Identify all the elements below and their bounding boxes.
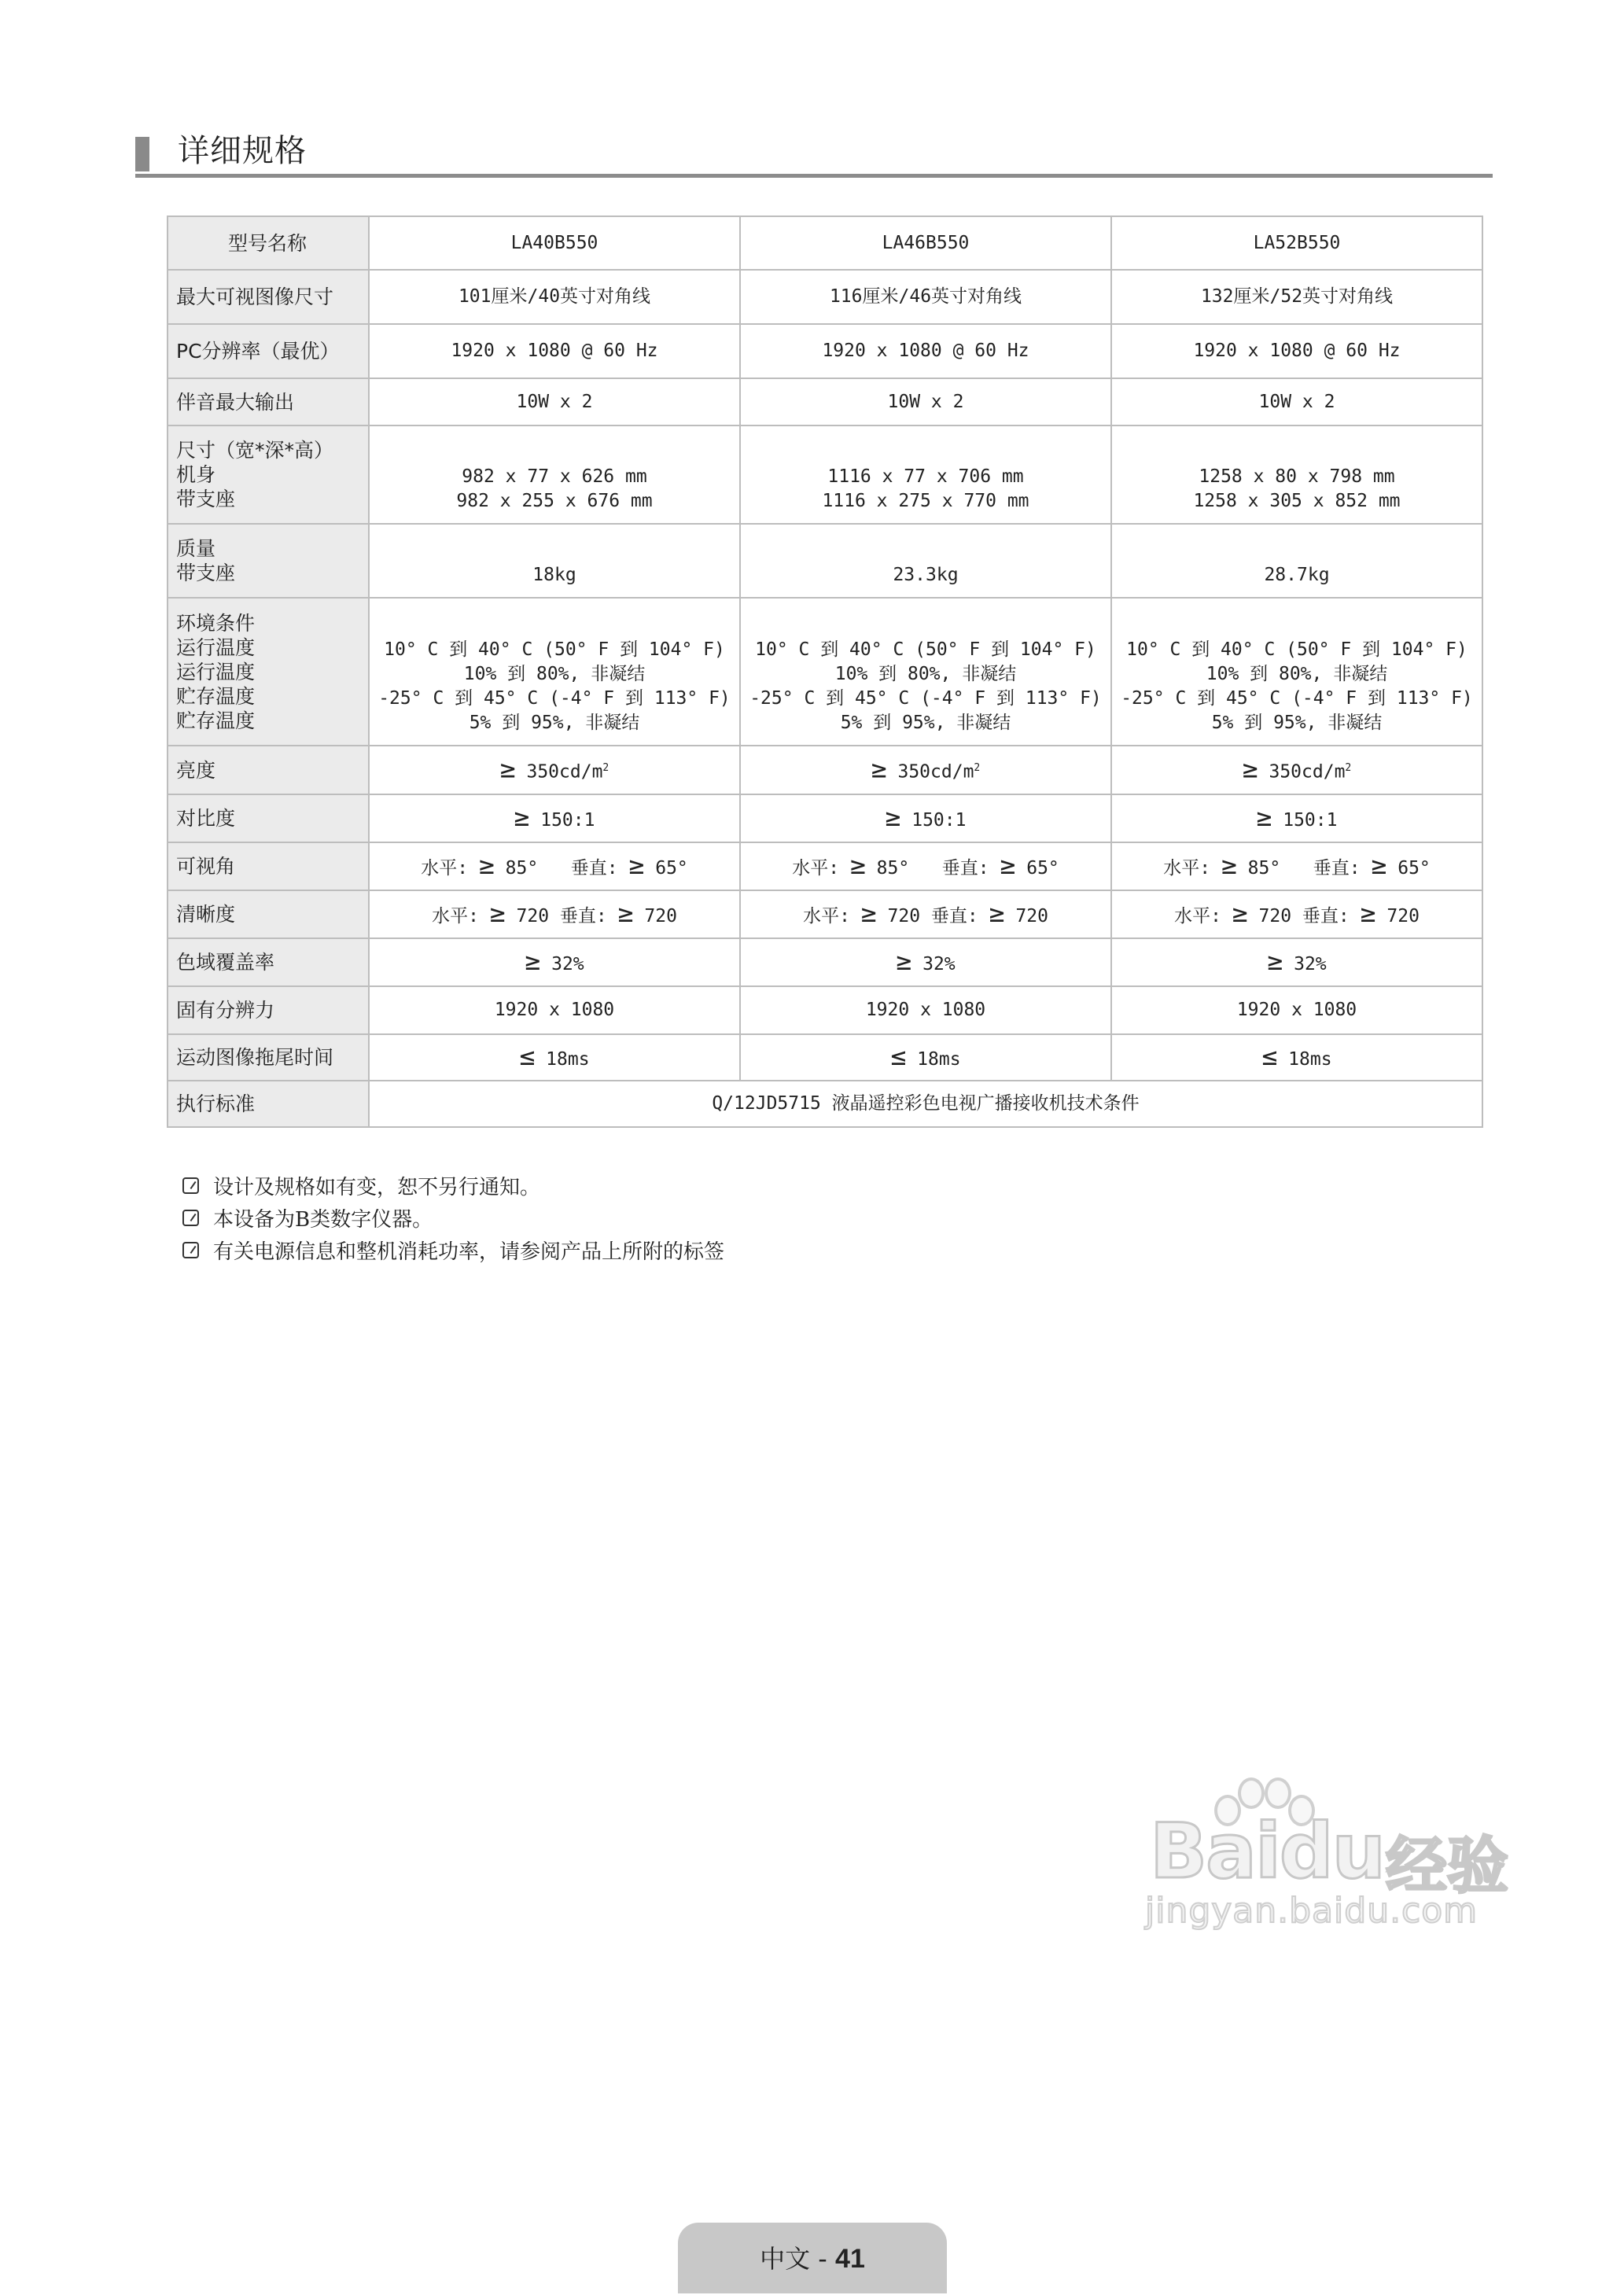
baidu-watermark [1142,1774,1551,1931]
ge-symbol: ≥ [1256,801,1272,832]
notes-list [182,1170,724,1266]
note-text: 有关电源信息和整机消耗功率，请参阅产品上所附的标签 [213,1240,725,1264]
label-line: 贮存温度 [176,709,256,732]
cell: 10W x 2 [1111,378,1482,425]
value: 150:1 [911,809,967,831]
spec-table [167,216,1483,1128]
cell [369,890,740,938]
table-row [168,842,1482,890]
value-line: 10% 到 80%, 非凝结 [834,664,1017,684]
value-line: 982 x 77 x 626 mm [462,466,647,487]
label-line: 带支座 [176,562,236,584]
cell: 116厘米/46英寸对角线 [740,270,1111,324]
value-line: 10° C 到 40° C (50° F 到 104° F) [1126,639,1467,660]
table-row [168,890,1482,938]
page-number: 41 [835,2244,865,2274]
row-label: 色域覆盖率 [168,938,369,986]
exponent: 2 [974,761,981,774]
cell [740,425,1111,524]
value: 18ms [1288,1048,1332,1070]
ge-symbol: ≥ [525,945,541,976]
value-line: 10° C 到 40° C (50° F 到 104° F) [384,639,725,660]
value-line: -25° C 到 45° C (-4° F 到 113° F) [378,688,731,709]
ge-symbol: ≥ [514,801,530,832]
label-line: 贮存温度 [176,684,256,708]
cell [1111,842,1482,890]
model-1: LA40B550 [369,216,740,270]
label-line: 环境条件 [176,611,256,635]
ge-symbol: ≥ [617,897,634,928]
value-line: 1258 x 80 x 798 mm [1199,466,1395,487]
value: 32% [551,953,584,974]
value: 18ms [917,1048,961,1070]
exponent: 2 [602,761,609,774]
row-label [168,425,369,524]
cell: 101厘米/40英寸对角线 [369,270,740,324]
h-value: 720 [887,905,921,926]
table-row [168,746,1482,794]
table-row [168,1081,1482,1127]
cell [740,1034,1111,1081]
cell [369,425,740,524]
table-row [168,598,1482,746]
cell: 10W x 2 [740,378,1111,425]
model-2: LA46B550 [740,216,1111,270]
cell [369,938,740,986]
cell: 1920 x 1080 [740,986,1111,1034]
row-label: 最大可视图像尺寸 [168,270,369,324]
watermark-cn: 经验 [1386,1831,1509,1902]
ge-symbol: ≥ [628,849,645,880]
row-label: 执行标准 [168,1081,369,1127]
section-header [135,126,1493,178]
note-icon [182,1210,199,1226]
ge-symbol: ≥ [478,849,495,880]
cell [1111,794,1482,842]
table-row [168,425,1482,524]
ge-symbol: ≥ [1232,897,1248,928]
table-row [168,524,1482,598]
ge-symbol: ≥ [1242,753,1258,784]
h-value: 720 [516,905,550,926]
value-line: 1258 x 305 x 852 mm [1193,491,1401,511]
section-marker [135,137,149,171]
le-symbol: ≤ [1261,1040,1278,1071]
cell [1111,938,1482,986]
value-line: -25° C 到 45° C (-4° F 到 113° F) [749,688,1102,709]
value: 18ms [546,1048,590,1070]
cell: 1920 x 1080 @ 60 Hz [740,324,1111,378]
v-label: 垂直: [570,857,618,879]
h-label: 水平: [1174,905,1221,926]
v-label: 垂直: [930,905,978,926]
value-line: 5% 到 95%, 非凝结 [469,713,640,733]
v-value: 720 [644,905,677,926]
list-item [182,1170,724,1202]
cell [369,746,740,794]
ge-symbol: ≥ [1267,945,1283,976]
value-line: 1116 x 275 x 770 mm [822,491,1029,511]
row-label: PC分辨率（最优） [168,324,369,378]
cell [740,794,1111,842]
value-line: 10% 到 80%, 非凝结 [463,664,646,684]
table-row [168,1034,1482,1081]
h-label: 水平: [421,857,469,879]
cell: 1920 x 1080 [1111,986,1482,1034]
row-label [168,524,369,598]
label-line: 质量 [176,537,216,560]
table-row [168,794,1482,842]
ge-symbol: ≥ [1000,849,1016,880]
ge-symbol: ≥ [1371,849,1387,880]
ge-symbol: ≥ [860,897,877,928]
cell [1111,890,1482,938]
v-label: 垂直: [1302,905,1350,926]
model-3: LA52B550 [1111,216,1482,270]
v-value: 720 [1015,905,1048,926]
ge-symbol: ≥ [885,801,901,832]
label-line: 运行温度 [176,635,256,659]
v-value: 720 [1386,905,1420,926]
ge-symbol: ≥ [989,897,1005,928]
cell: Q/12JD5715 液晶遥控彩色电视广播接收机技术条件 [369,1081,1482,1127]
section-title: 详细规格 [178,133,307,169]
ge-symbol: ≥ [499,753,516,784]
model-name-label: 型号名称 [168,216,369,270]
value: 350cd/m [526,761,603,783]
label-line: 带支座 [176,488,236,510]
page-number-tab [678,2223,947,2293]
ge-symbol: ≥ [489,897,506,928]
v-value: 65° [1026,857,1059,879]
h-value: 85° [876,857,910,879]
value: 150:1 [1283,809,1338,831]
note-icon [182,1242,199,1258]
h-value: 85° [1247,857,1281,879]
value-line: 10° C 到 40° C (50° F 到 104° F) [755,639,1096,660]
h-label: 水平: [803,905,850,926]
table-row [168,938,1482,986]
page-language: 中文 - [760,2244,836,2274]
cell [369,1034,740,1081]
row-label: 固有分辨力 [168,986,369,1034]
table-row [168,986,1482,1034]
watermark-logo: Baidu [1150,1807,1384,1895]
v-value: 65° [655,857,688,879]
cell [1111,425,1482,524]
cell: 1920 x 1080 @ 60 Hz [369,324,740,378]
table-row [168,324,1482,378]
le-symbol: ≤ [519,1040,536,1071]
row-label: 可视角 [168,842,369,890]
ge-symbol: ≥ [1360,897,1376,928]
value: 32% [922,953,956,974]
cell: 1920 x 1080 [369,986,740,1034]
cell [1111,598,1482,746]
cell [740,746,1111,794]
h-label: 水平: [792,857,840,879]
label-line: 尺寸（宽*深*高） [176,439,334,462]
value: 350cd/m [1269,761,1346,783]
cell: 132厘米/52英寸对角线 [1111,270,1482,324]
value-line: 1116 x 77 x 706 mm [827,466,1024,487]
h-value: 720 [1258,905,1292,926]
ge-symbol: ≥ [849,849,866,880]
h-label: 水平: [1163,857,1211,879]
ge-symbol: ≥ [1221,849,1237,880]
list-item [182,1202,724,1234]
note-text: 本设备为B类数字仪器。 [213,1208,433,1232]
value-line: 5% 到 95%, 非凝结 [840,713,1011,733]
row-label: 运动图像拖尾时间 [168,1034,369,1081]
ge-symbol: ≥ [896,945,912,976]
v-label: 垂直: [941,857,989,879]
watermark-url: jingyan.baidu.com [1145,1891,1479,1931]
cell: 1920 x 1080 @ 60 Hz [1111,324,1482,378]
cell [740,938,1111,986]
value-line: 5% 到 95%, 非凝结 [1211,713,1383,733]
h-value: 85° [505,857,539,879]
cell [1111,1034,1482,1081]
row-label: 伴音最大输出 [168,378,369,425]
table-row [168,270,1482,324]
cell [740,598,1111,746]
list-item [182,1234,724,1266]
cell [740,890,1111,938]
row-label: 亮度 [168,746,369,794]
value-line: 10% 到 80%, 非凝结 [1206,664,1388,684]
v-label: 垂直: [1313,857,1361,879]
v-value: 65° [1398,857,1431,879]
cell: 28.7kg [1111,524,1482,598]
cell [1111,746,1482,794]
row-label: 清晰度 [168,890,369,938]
value-line: -25° C 到 45° C (-4° F 到 113° F) [1121,688,1473,709]
label-line: 运行温度 [176,660,256,683]
h-label: 水平: [432,905,479,926]
cell [740,842,1111,890]
value: 32% [1294,953,1327,974]
label-line: 机身 [176,463,216,486]
cell: 18kg [369,524,740,598]
cell: 10W x 2 [369,378,740,425]
v-label: 垂直: [559,905,607,926]
le-symbol: ≤ [890,1040,907,1071]
header-rule [135,174,1493,178]
cell [369,598,740,746]
note-icon [182,1177,199,1194]
exponent: 2 [1345,761,1352,774]
ge-symbol: ≥ [871,753,887,784]
note-text: 设计及规格如有变，恕不另行通知。 [213,1176,541,1199]
cell [369,794,740,842]
cell: 23.3kg [740,524,1111,598]
table-row [168,378,1482,425]
cell [369,842,740,890]
row-label: 对比度 [168,794,369,842]
value: 150:1 [540,809,595,831]
value-line: 982 x 255 x 676 mm [456,491,653,511]
row-label [168,598,369,746]
table-header-row [168,216,1482,270]
value: 350cd/m [897,761,974,783]
